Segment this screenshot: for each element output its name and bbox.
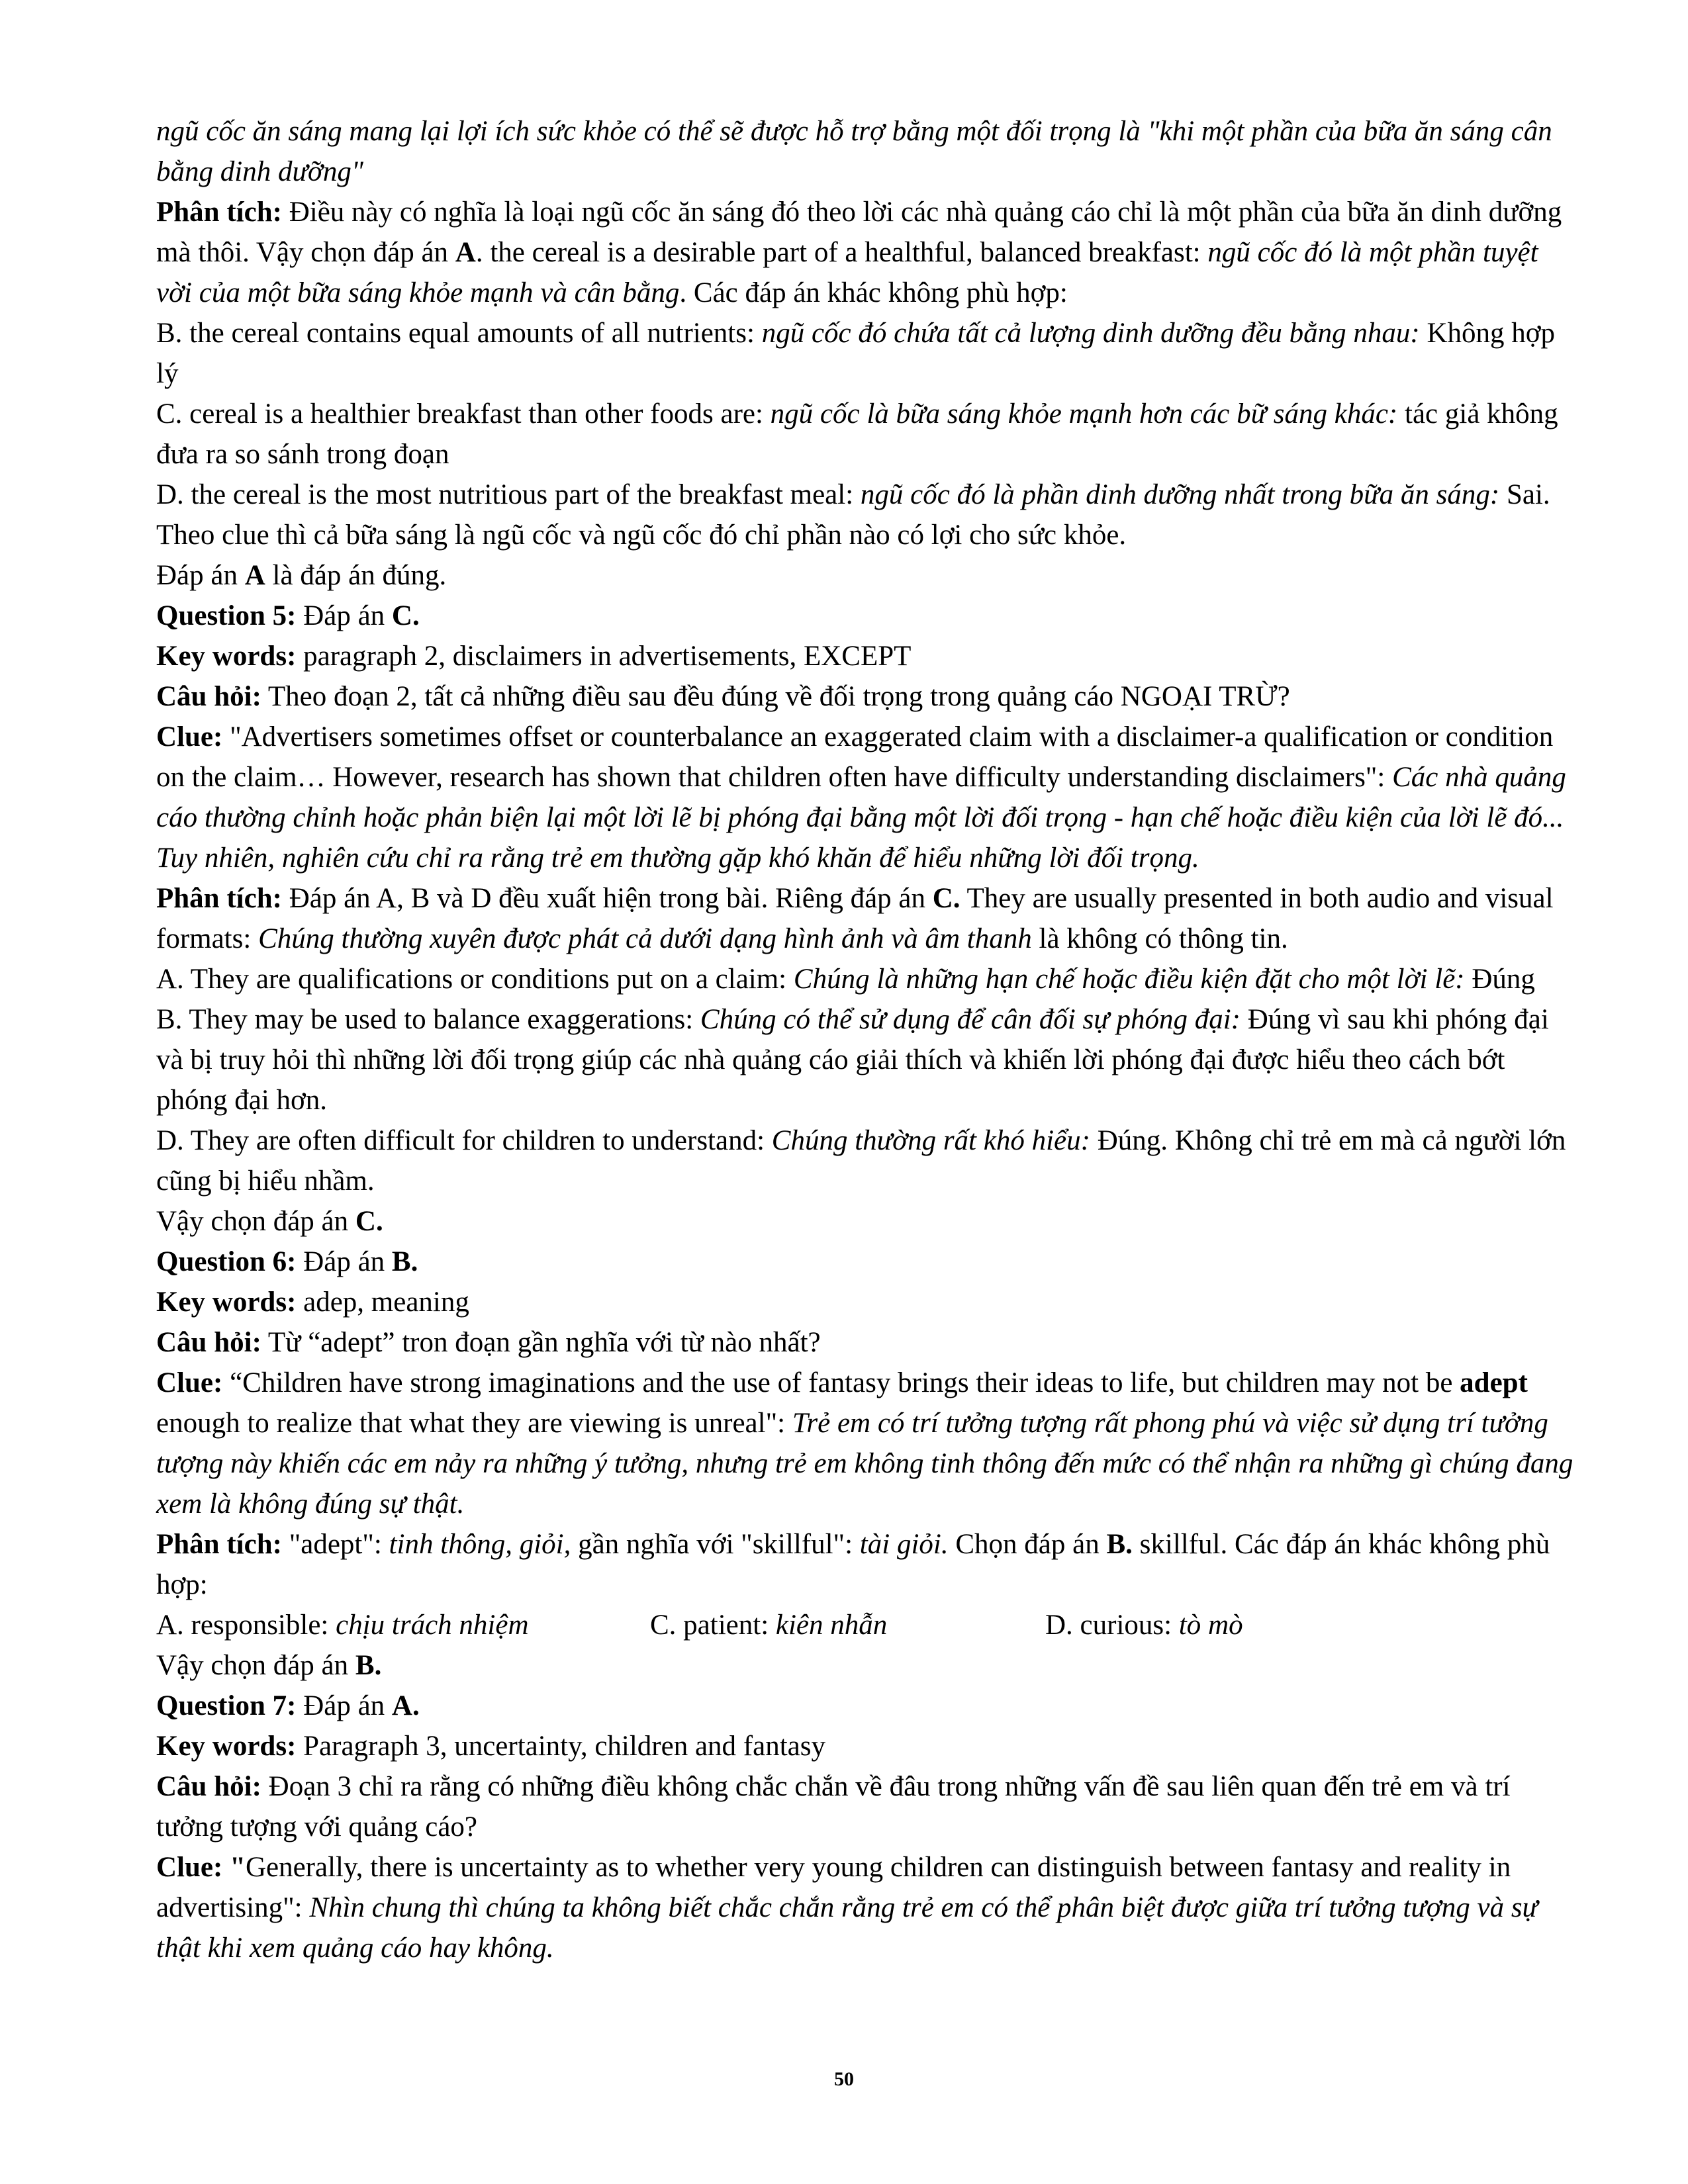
clue: Clue: "Advertisers sometimes offset or counterbalance an exaggerated claim with a disclaimer-a qualification or condition on the claim… However, research has shown that children often have difficulty understanding disclaimers": Các nhà quảng cáo thường chỉnh hoặc phản biện lại một lời lẽ bị phóng đại bằng một lời đối trọng - hạn chế hoặc điều kiện của lời lẽ đó... Tuy nhiên, nghiên cứu chỉ ra rằng trẻ em thường gặp khó khăn để hiểu những lời đối trọng.	[156, 721, 1566, 874]
document-body	[156, 111, 1579, 1968]
question-heading: Question 7: Đáp án A.	[156, 1690, 420, 1721]
answer-option-d: D. curious: tò mò	[1045, 1610, 1243, 1641]
paragraph: Phân tích: Điều này có nghĩa là loại ngũ cốc ăn sáng đó theo lời các nhà quảng cáo chỉ là một phần của bữa ăn dinh dưỡng mà thôi. Vậy chọn đáp án A. the cereal is a desirable part of a healthful, balanced breakfast: ngũ cốc đó là một phần tuyệt vời của một bữa sáng khỏe mạnh và cân bằng. Các đáp án khác không phù hợp:	[156, 197, 1562, 308]
question-text: Câu hỏi: Từ “adept” tron đoạn gần nghĩa với từ nào nhất?	[156, 1327, 821, 1358]
question-heading: Question 5: Đáp án C.	[156, 600, 420, 631]
clue: Clue: “Children have strong imaginations and the use of fantasy brings their ideas to life, but children may not be adept enough to realize that what they are viewing is unreal": Trẻ em có trí tưởng tượng rất phong phú và việc sử dụng trí tưởng tượng này khiến các em nảy ra những ý tưởng, nhưng trẻ em không tinh thông đến mức có thể nhận ra những gì chúng đang xem là không đúng sự thật.	[156, 1367, 1573, 1520]
answer-option-d: D. They are often difficult for children to understand: Chúng thường rất khó hiểu: Đúng. Không chỉ trẻ em mà cả người lớn cũng bị hiểu nhầm.	[156, 1125, 1566, 1197]
key-words: Key words: paragraph 2, disclaimers in advertisements, EXCEPT	[156, 641, 912, 672]
page-number: 50	[834, 2068, 854, 2090]
question-text: Câu hỏi: Đoạn 3 chỉ ra rằng có những điều không chắc chắn về đâu trong những vấn đề sau liên quan đến trẻ em và trí tưởng tượng với quảng cáo?	[156, 1771, 1511, 1843]
answer-option-c: C. cereal is a healthier breakfast than other foods are: ngũ cốc là bữa sáng khỏe mạnh hơn các bữ sáng khác: tác giả không đưa ra so sánh trong đoạn	[156, 398, 1558, 470]
answer-option-b: B. the cereal contains equal amounts of all nutrients: ngũ cốc đó chứa tất cả lượng dinh dưỡng đều bằng nhau: Không hợp lý	[156, 318, 1556, 389]
answer-conclusion: Đáp án A là đáp án đúng.	[156, 560, 447, 591]
answer-options-row	[156, 1605, 1579, 1645]
analysis: Phân tích: Đáp án A, B và D đều xuất hiện trong bài. Riêng đáp án C. They are usually presented in both audio and visual formats: Chúng thường xuyên được phát cả dưới dạng hình ảnh và âm thanh là không có thông tin.	[156, 883, 1554, 954]
paragraph: ngũ cốc ăn sáng mang lại lợi ích sức khỏe có thể sẽ được hỗ trợ bằng một đối trọng là "khi một phần của bữa ăn sáng cân bằng dinh dưỡng"	[156, 116, 1552, 187]
answer-conclusion: Vậy chọn đáp án C.	[156, 1206, 383, 1237]
analysis: Phân tích: "adept": tinh thông, giỏi, gần nghĩa với "skillful": tài giỏi. Chọn đáp án B. skillful. Các đáp án khác không phù hợp:	[156, 1529, 1550, 1600]
question-text: Câu hỏi: Theo đoạn 2, tất cả những điều sau đều đúng về đối trọng trong quảng cáo NGOẠI TRỪ?	[156, 681, 1290, 712]
answer-conclusion: Vậy chọn đáp án B.	[156, 1650, 382, 1681]
answer-option-c: C. patient: kiên nhẫn	[650, 1610, 888, 1641]
answer-option-d: D. the cereal is the most nutritious part of the breakfast meal: ngũ cốc đó là phần dinh dưỡng nhất trong bữa ăn sáng: Sai. Theo clue thì cả bữa sáng là ngũ cốc và ngũ cốc đó chỉ phần nào có lợi cho sức khỏe.	[156, 479, 1550, 551]
clue: Clue: "Generally, there is uncertainty as to whether very young children can distinguish between fantasy and reality in advertising": Nhìn chung thì chúng ta không biết chắc chắn rằng trẻ em có thể phân biệt được giữa trí tưởng tượng và sự thật khi xem quảng cáo hay không.	[156, 1852, 1538, 1964]
question-heading: Question 6: Đáp án B.	[156, 1246, 418, 1277]
answer-option-b: B. They may be used to balance exaggerations: Chúng có thể sử dụng để cân đối sự phóng đại: Đúng vì sau khi phóng đại và bị truy hỏi thì những lời đối trọng giúp các nhà quảng cáo giải thích và khiến lời phóng đại được hiểu theo cách bớt phóng đại hơn.	[156, 1004, 1549, 1116]
key-words: Key words: Paragraph 3, uncertainty, children and fantasy	[156, 1731, 825, 1762]
answer-option-a: A. They are qualifications or conditions put on a claim: Chúng là những hạn chế hoặc điều kiện đặt cho một lời lẽ: Đúng	[156, 964, 1535, 995]
answer-option-a: A. responsible: chịu trách nhiệm	[156, 1610, 529, 1641]
key-words: Key words: adep, meaning	[156, 1287, 469, 1318]
